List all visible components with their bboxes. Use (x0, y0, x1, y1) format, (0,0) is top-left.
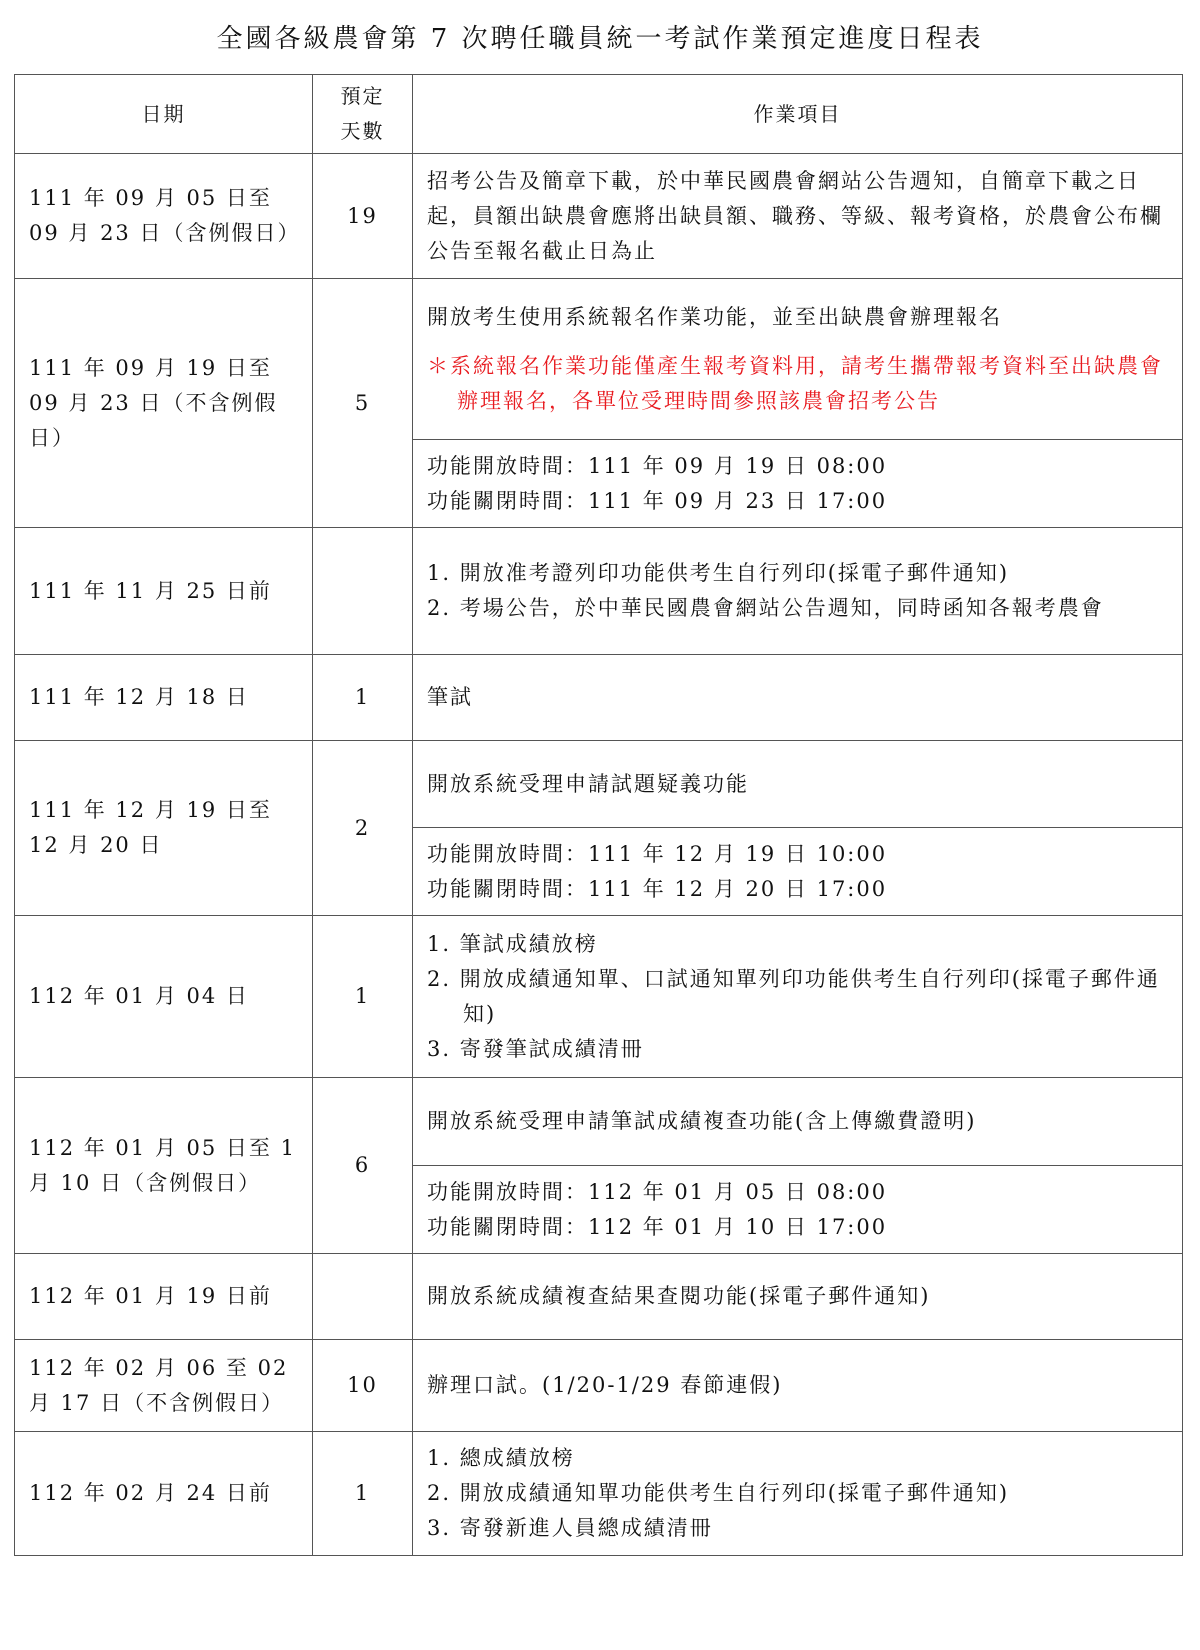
table-row (15, 916, 1183, 1078)
table-row (15, 528, 1183, 655)
open-time-text: 功能開放時間：112 年 01 月 05 日 08:00 (427, 1179, 888, 1204)
header-days-line2: 天數 (340, 119, 385, 143)
row-item (413, 1432, 1183, 1556)
row-days: 10 (313, 1340, 413, 1432)
close-time-text: 功能關閉時間：111 年 12 月 20 日 17:00 (427, 876, 888, 901)
row-item (413, 279, 1183, 440)
row-days: 1 (313, 655, 413, 741)
header-days-line1: 預定 (340, 84, 385, 108)
header-item: 作業項目 (413, 75, 1183, 154)
row-days: 19 (313, 154, 413, 279)
row-date: 111 年 09 月 05 日至 09 月 23 日（含例假日） (15, 154, 313, 279)
open-time-text: 功能開放時間：111 年 09 月 19 日 08:00 (427, 453, 888, 478)
row-item: 招考公告及簡章下載，於中華民國農會網站公告週知，自簡章下載之日起，員額出缺農會應將出缺員額、職務、等級、報考資格，於農會公布欄公告至報名截止日為止 (413, 154, 1183, 279)
row-item (413, 916, 1183, 1078)
header-date: 日期 (15, 75, 313, 154)
red-note-text: ＊系統報名作業功能僅產生報考資料用，請考生攜帶報考資料至出缺農會辦理報名，各單位受理時間參照該農會招考公告 (427, 353, 1163, 413)
table-row (15, 154, 1183, 279)
table-row (15, 1254, 1183, 1340)
close-time-text: 功能關閉時間：111 年 09 月 23 日 17:00 (427, 488, 888, 513)
table-row (15, 741, 1183, 828)
table-row (15, 1078, 1183, 1166)
row-days (313, 528, 413, 655)
row-item-times (413, 440, 1183, 528)
row-item: 開放系統成績複查結果查閱功能(採電子郵件通知) (413, 1254, 1183, 1340)
row-item-times (413, 1166, 1183, 1254)
row-item: 辦理口試。(1/20-1/29 春節連假) (413, 1340, 1183, 1432)
row-days (313, 1254, 413, 1340)
document-title: 全國各級農會第 7 次聘任職員統一考試作業預定進度日程表 (216, 24, 984, 54)
row-date: 112 年 01 月 19 日前 (15, 1254, 313, 1340)
row-item-text: 開放考生使用系統報名作業功能，並至出缺農會辦理報名 (427, 304, 1002, 329)
row-item (413, 528, 1183, 655)
open-time-text: 功能開放時間：111 年 12 月 19 日 10:00 (427, 841, 888, 866)
row-date: 111 年 09 月 19 日至 09 月 23 日（不含例假日） (15, 279, 313, 528)
row-item-times (413, 828, 1183, 916)
table-row (15, 1432, 1183, 1556)
list-item: 1. 開放准考證列印功能供考生自行列印(採電子郵件通知) (427, 561, 1010, 585)
row-date: 111 年 11 月 25 日前 (15, 528, 313, 655)
list-item: 1. 筆試成績放榜 (427, 931, 598, 956)
row-date: 112 年 02 月 24 日前 (15, 1432, 313, 1556)
row-date: 111 年 12 月 19 日至 12 月 20 日 (15, 741, 313, 916)
row-date: 112 年 01 月 05 日至 1 月 10 日（含例假日） (15, 1078, 313, 1254)
list-item: 3. 寄發筆試成績清冊 (427, 1036, 644, 1061)
row-item: 開放系統受理申請筆試成績複查功能(含上傳繳費證明) (413, 1078, 1183, 1166)
row-days: 2 (313, 741, 413, 916)
list-item: 2. 考場公告，於中華民國農會網站公告週知，同時函知各報考農會 (427, 596, 1104, 620)
close-time-text: 功能關閉時間：112 年 01 月 10 日 17:00 (427, 1214, 888, 1239)
row-item: 開放系統受理申請試題疑義功能 (413, 741, 1183, 828)
row-days: 6 (313, 1078, 413, 1254)
list-item: 2. 開放成績通知單功能供考生自行列印(採電子郵件通知) (427, 1481, 1010, 1505)
table-row (15, 1340, 1183, 1432)
header-days (313, 75, 413, 154)
row-date: 112 年 01 月 04 日 (15, 916, 313, 1078)
table-row (15, 655, 1183, 741)
row-item: 筆試 (413, 655, 1183, 741)
row-days: 1 (313, 916, 413, 1078)
list-item: 1. 總成績放榜 (427, 1446, 575, 1470)
row-days: 1 (313, 1432, 413, 1556)
table-row (15, 279, 1183, 440)
row-date: 112 年 02 月 06 至 02 月 17 日（不含例假日） (15, 1340, 313, 1432)
table-header-row (15, 75, 1183, 154)
row-days: 5 (313, 279, 413, 528)
row-date: 111 年 12 月 18 日 (15, 655, 313, 741)
schedule-table (14, 74, 1183, 1556)
list-item: 3. 寄發新進人員總成績清冊 (427, 1516, 713, 1540)
list-item: 2. 開放成績通知單、口試通知單列印功能供考生自行列印(採電子郵件通知) (427, 966, 1160, 1026)
